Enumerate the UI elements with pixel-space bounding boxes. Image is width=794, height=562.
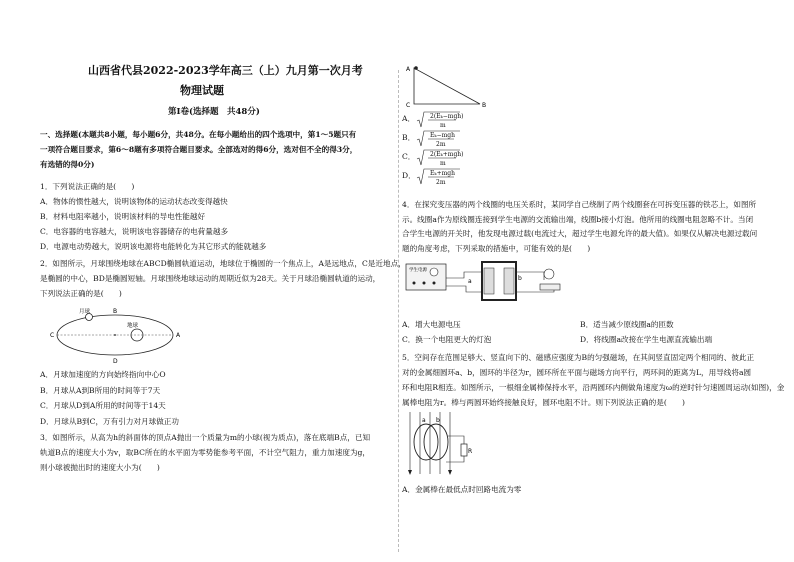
section-heading: 第Ⅰ卷(选择题 共48分) [168, 107, 260, 117]
q2-line: 下列说法正确的是( ) [40, 289, 122, 298]
formula-num: 2(Eₖ−mgh) [430, 113, 464, 120]
page-subtitle: 物理试题 [180, 84, 224, 97]
q3-option-a: A． 2(Eₖ−mgh) m [402, 113, 464, 129]
wire [446, 272, 482, 278]
moon-label: 月球 [79, 309, 91, 315]
point-a-label: A [176, 332, 181, 339]
q2-line: 是椭圆的中心，BD是椭圆短轴。月球围绕地球运动的周期近似为28天。关于月球沿椭圆轨道的运动， [40, 274, 381, 283]
question-4 [402, 198, 757, 256]
question-1 [40, 179, 266, 254]
transformer-figure [404, 258, 579, 310]
bulb-base [540, 284, 560, 290]
q4-option-c: C．换一个电阻更大的灯泡 [402, 334, 492, 344]
wire [446, 456, 464, 462]
formula-num: Eₖ−mgh [430, 132, 455, 139]
ring-b-label: b [436, 417, 440, 424]
ring-b [424, 424, 448, 460]
point-d-label: D [113, 358, 118, 365]
q4-line: 合学生电源的开关时，他发现电源过载(电流过大，超过学生电源允许的最大值)。如果仅从解决电源过载问 [402, 229, 758, 238]
q2-option-c: C．月球从D到A所用的时间等于14天 [40, 401, 166, 410]
q4-option-d: D．将线圈a改接在学生电源直流输出端 [580, 334, 713, 344]
formula-den: 2m [436, 141, 446, 148]
terminal-icon [433, 282, 436, 285]
arrow-down-icon [448, 470, 452, 475]
q3-option-d: D． Eₖ+mgh 2m [402, 170, 416, 189]
question-5 [402, 350, 784, 410]
q3-option-c: C． 2(Eₖ+mgh) m [402, 151, 464, 167]
resistor-label: R [468, 448, 473, 455]
formula-num: Eₖ+mgh [430, 170, 455, 177]
formula-den: m [440, 160, 446, 167]
incline-figure [404, 62, 494, 110]
wire [448, 436, 464, 444]
arrow-down-icon [408, 470, 412, 475]
q1-option-a: A．物体的惯性越大，说明该物体的运动状态改变得越快 [40, 197, 228, 206]
bulb-icon [544, 269, 554, 279]
q5-option-a: A．金属棒在最低点时回路电流为零 [402, 485, 522, 494]
formula-den: m [440, 122, 446, 129]
q3-options [402, 113, 464, 189]
q4-option-a: A．增大电源电压 [402, 320, 461, 329]
question-3 [40, 430, 370, 475]
column-divider [398, 70, 399, 552]
earth-label: 地球 [127, 323, 139, 329]
q4-line: 4．在探究变压器的两个线圈的电压关系时，某同学自己绕制了两个线圈套在可拆变压器的铁芯上，如图所 [402, 200, 757, 209]
coil-a-label: a [468, 278, 472, 285]
q3-line: 轨道B点的速度大小为v，取BC所在的水平面为零势能参考平面，不计空气阻力，重力加速度为g， [40, 448, 371, 457]
terminal-icon [423, 282, 426, 285]
page-title: 山西省代县2022-2023学年高三（上）九月第一次月考 [88, 64, 363, 77]
coil-b-label: b [518, 275, 522, 282]
supply-label: 学生电源 [409, 268, 427, 273]
dial-icon [430, 268, 438, 276]
incline-triangle [414, 68, 480, 104]
q5-line: 对的金属细圆环a、b，圆环的半径为r，圆环所在平面与磁场方向平行，两环间的距离为L，用导线将a圆 [402, 368, 752, 377]
point-c-label: C [50, 332, 55, 339]
q2-line: 2．如图所示，月球围绕地球在ABCD椭圆轨道运动，地球位于椭圆的一个焦点上，A是远地点，C是近地点， [40, 259, 406, 268]
terminal-icon [413, 282, 416, 285]
q2-option-d: D．月球从B到C，万有引力对月球做正功 [40, 416, 179, 426]
wire [446, 286, 482, 292]
ring-a-label: a [422, 417, 426, 424]
q1-option-b: B．材料电阻率越小，说明该材料的导电性能越好 [40, 212, 206, 221]
q3-line: 则小球被抛出时的速度大小为( ) [40, 463, 160, 472]
coil-b [504, 268, 514, 294]
instructions [40, 127, 357, 172]
point-b-label: B [482, 102, 487, 109]
ball [414, 66, 418, 70]
formula-num: 2(Eₖ+mgh) [430, 151, 464, 158]
point-b-label: B [113, 308, 118, 315]
resistor-r [461, 444, 467, 456]
q2-option-a: A．月球加速度的方向始终指向中心O [40, 370, 166, 379]
formula-den: 2m [436, 179, 446, 186]
q2-options [40, 367, 179, 429]
q2-option-b: B．月球从A到B所用的时间等于7天 [40, 385, 161, 395]
coil-a [484, 268, 494, 294]
orbit-figure [45, 305, 195, 365]
point-a-label: A [406, 66, 411, 73]
rings-figure [406, 410, 476, 478]
q4-line: 示。线圈a作为原线圈连接到学生电源的交流输出端，线圈b接小灯泡。他所用的线圈电阻忽略不计。当闭 [402, 214, 754, 224]
q3-option-b: B． Eₖ−mgh 2m [402, 132, 416, 151]
q1-stem: 1．下列说法正确的是( ) [40, 182, 135, 191]
q4-options [402, 318, 713, 347]
instruction-line: 一、选择题(本题共8小题，每小题6分，共48分。在每小题给出的四个选项中，第1～5题只有 [40, 130, 357, 139]
instruction-line: 一项符合题目要求，第6～8题有多项符合题目要求。全部选对的得6分，选对但不全的得3分， [40, 145, 358, 154]
instruction-line: 有选错的得0分) [40, 160, 95, 169]
ring-a [414, 424, 438, 460]
q5-line: 环和电阻R相连。如图所示，一根细金属棒保持水平，沿两圆环内侧做角速度为ω的逆时针匀速圆周运动(如图)，金 [402, 383, 785, 392]
q4-option-b: B．适当减少原线圈a的匝数 [580, 320, 674, 329]
point-c-label: C [406, 102, 411, 109]
q5-line: 5．空间存在范围足够大、竖直向下的、磁感应强度为B的匀强磁场，在其间竖直固定两个相同的、彼此正 [402, 353, 755, 362]
q1-option-c: C．电容器的电容越大，说明该电容器储存的电荷量越多 [40, 227, 229, 236]
q1-option-d: D．电源电动势越大，说明该电源将电能转化为其它形式的能就越多 [40, 242, 267, 251]
q3-line: 3．如图所示，从高为h的斜面体的顶点A抛出一个质量为m的小球(视为质点)，落在底端B点，已知 [40, 433, 371, 442]
question-2 [40, 256, 406, 301]
q4-line: 题的角度考虑，下列采取的措施中，可能有效的是( ) [402, 243, 591, 253]
q5-line: 属棒电阻为r。棒与两圆环始终接触良好，圆环电阻不计。则下列说法正确的是( ) [402, 398, 685, 407]
